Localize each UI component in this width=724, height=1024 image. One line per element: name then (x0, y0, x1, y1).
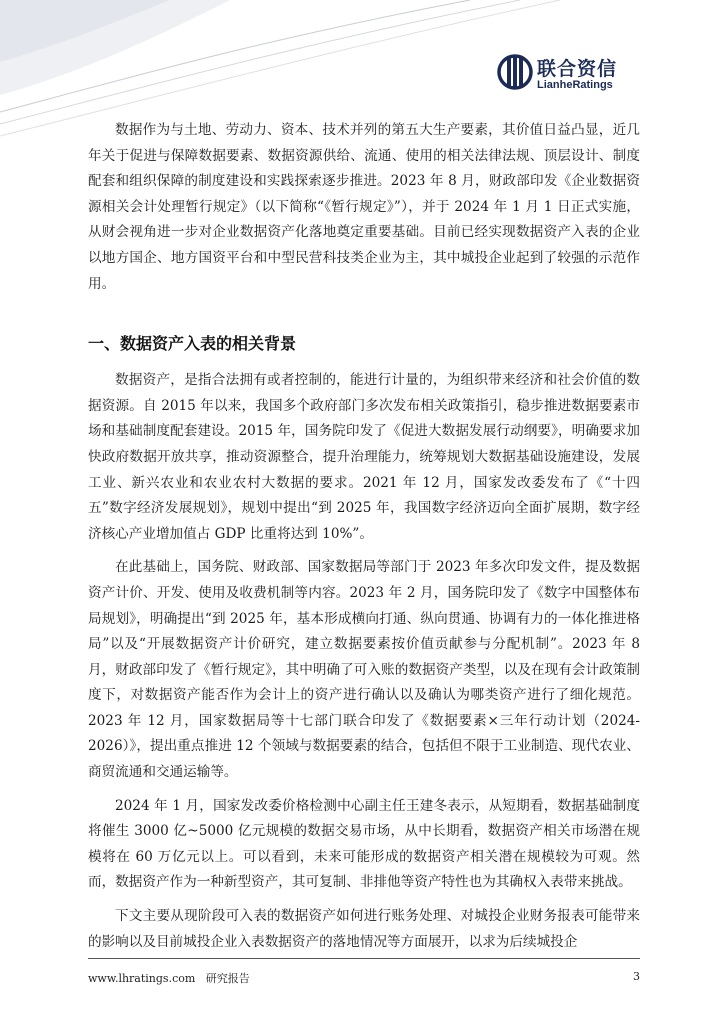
intro-paragraph: 数据作为与土地、劳动力、资本、技术并列的第五大生产要素，其价值日益凸显，近几年关于促进与保障数据要素、数据资源供给、流通、使用的相关法律法规、顶层设计、制度配套和组织保障的制度建设和实践探索逐步推进。2023 年 8 月，财政部印发《企业数据资源相关会计处理暂行规定》（以下简称“《暂行规定》”），并于 2024 年 1 月 1 日正式实施，从财会视角进一步对企业数据资产化落地奠定重要基础。目前已经实现数据资产入表的企业以地方国企、地方国资平台和中型民营科技类企业为主，其中城投企业起到了较强的示范作用。 (88, 122, 640, 292)
footer-divider (88, 958, 640, 959)
footer-info (88, 970, 250, 986)
section-heading: 一、数据资产入表的相关背景 (88, 334, 297, 354)
body-paragraph: 在此基础上，国务院、财政部、国家数据局等部门于 2023 年多次印发文件，提及数据资产计价、开发、使用及收费机制等内容。2023 年 2 月，国务院印发了《数字中国整体布局规划》，明确提出“到 2025 年，基本形成横向打通、纵向贯通、协调有力的一体化推进格局”以及“开展数据资产计价研究，建立数据要素按价值贡献参与分配机制”。2023 年 8 月，财政部印发了《暂行规定》，其中明确了可入账的数据资产类型，以及在现有会计政策制度下，对数据资产能否作为会计上的资产进行确认以及确认为哪类资产进行了细化规范。2023 年 12 月，国家数据局等十七部门联合印发了《数据要素×三年行动计划（2024-2026）》，提出重点推进 12 个领域与数据要素的结合，包括但不限于工业制造、现代农业、商贸流通和交通运输等。 (88, 559, 640, 781)
footer-doc-type: 研究报告 (205, 972, 250, 985)
company-logo (497, 50, 637, 94)
body-paragraph: 下文主要从现阶段可入表的数据资产如何进行账务处理、对城投企业财务报表可能带来的影响以及目前城投企业入表数据资产的落地情况等方面展开，以求为后续城投企 (88, 908, 640, 950)
logo-chinese-name: 联合资信 (537, 58, 618, 80)
page-number: 3 (633, 970, 640, 983)
report-body (88, 118, 640, 963)
body-paragraph: 数据资产，是指合法拥有或者控制的，能进行计量的，为组织带来经济和社会价值的数据资源。自 2015 年以来，我国多个政府部门多次发布相关政策指引，稳步推进数据要素市场和基础制度配套建设。2015 年，国务院印发了《促进大数据发展行动纲要》，明确要求加快政府数据开放共享，推动资源整合，提升治理能力，统筹规划大数据基础设施建设，发展工业、新兴农业和农业农村大数据的要求。2021 年 12 月，国家发改委发布了《“十四五”数字经济发展规划》，规划中提出“到 2025 年，我国数字经济迈向全面扩展期，数字经济核心产业增加值占 GDP 比重将达到 10%”。 (88, 372, 640, 542)
lianhe-logo-icon (497, 50, 533, 94)
logo-english-name: LianheRatings (537, 79, 613, 91)
body-paragraph: 2024 年 1 月，国家发改委价格检测中心副主任王建冬表示，从短期看，数据基础制度将催生 3000 亿~5000 亿元规模的数据交易市场，从中长期看，数据资产相关市场潜在规模将在 60 万亿元以上。可以看到，未来可能形成的数据资产相关潜在规模较为可观。然而，数据资产作为一种新型资产，其可复制、非排他等资产特性也为其确权入表带来挑战。 (88, 797, 640, 891)
footer-website-link[interactable]: www.lhratings.com (88, 972, 196, 985)
